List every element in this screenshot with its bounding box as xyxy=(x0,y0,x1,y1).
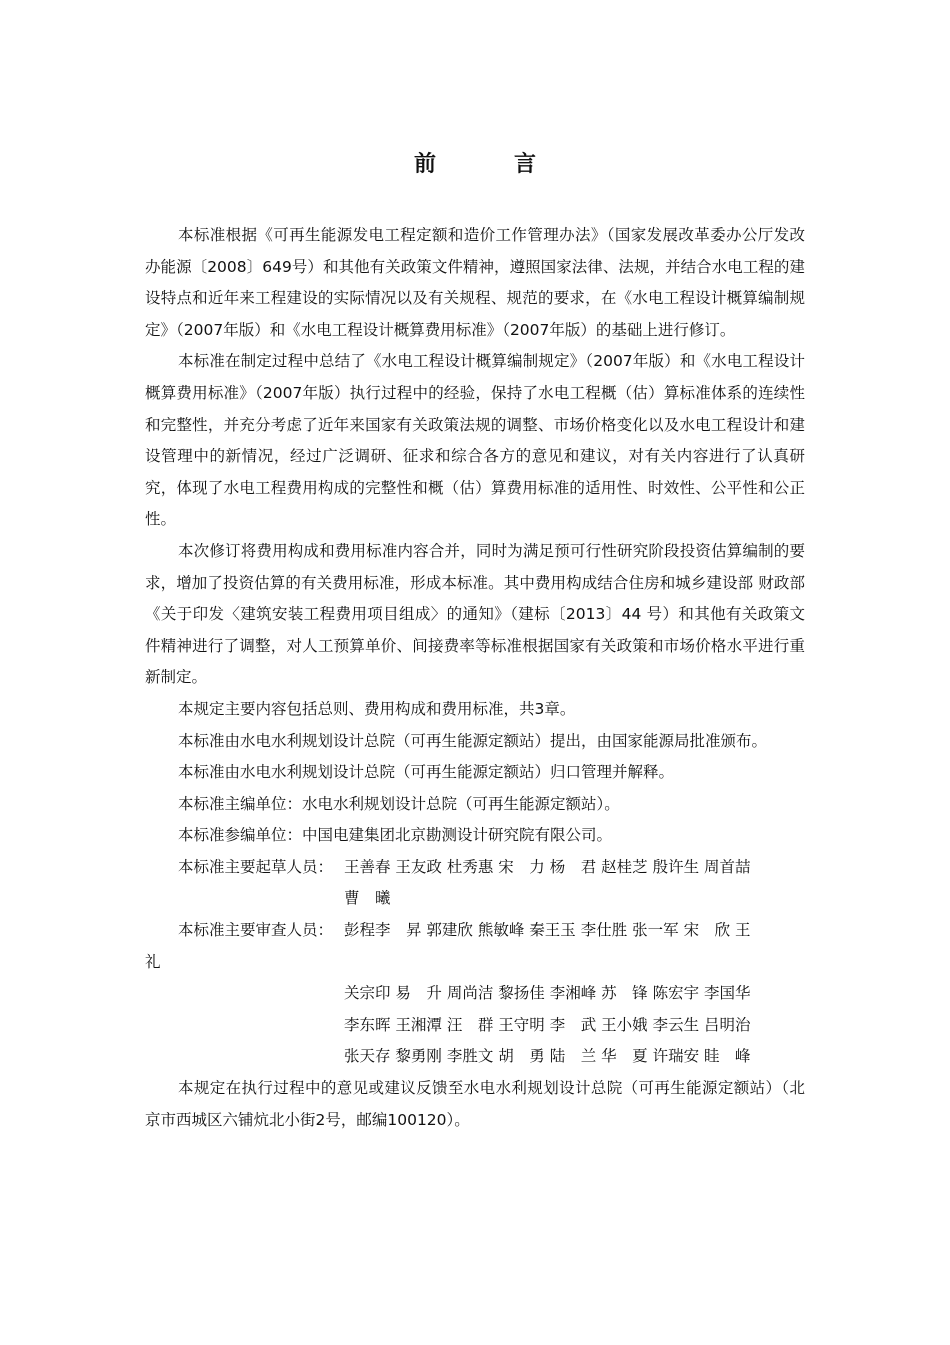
reviewers-row xyxy=(145,915,805,947)
drafters-label: 本标准主要起草人员： xyxy=(178,857,334,876)
paragraph-proposer: 本标准由水电水利规划设计总院（可再生能源定额站）提出，由国家能源局批准颁布。 xyxy=(178,731,768,750)
paragraph-revision-basis: 本标准根据《可再生能源发电工程定额和造价工作管理办法》（国家发展改革委办公厅发改办能源〔2008〕649号）和其他有关政策文件精神，遵照国家法律、法规，并结合水电工程的建设特点和近年来工程建设的实际情况以及有关规程、规范的要求，在《水电工程设计概算编制规定》（2007年版）和《水电工程设计概算费用标准》（2007年版）的基础上进行修订。 xyxy=(145,226,805,339)
paragraph-revision-scope: 本次修订将费用构成和费用标准内容合并，同时为满足预可行性研究阶段投资估算编制的要求，增加了投资估算的有关费用标准，形成本标准。其中费用构成结合住房和城乡建设部 财政部《关于印发〈建筑安装工程费用项目组成〉的通知》（建标〔2013〕44 号）和其他有关政策文件精神进行了调整，对人工预算单价、间接费率等标准根据国家有关政策和市场价格水平进行重新制定。 xyxy=(145,541,805,687)
reviewers-label: 本标准主要审查人员： xyxy=(178,921,334,940)
reviewers-line-1-wrap: 礼 xyxy=(145,952,161,971)
paragraph-management: 本标准由水电水利规划设计总院（可再生能源定额站）归口管理并解释。 xyxy=(178,763,675,782)
drafters-line-1: 王善春 王友政 杜秀惠 宋 力 杨 君 赵桂芝 殷许生 周首喆 xyxy=(344,857,751,876)
paragraph-feedback: 本规定在执行过程中的意见或建议反馈至水电水利规划设计总院（可再生能源定额站）（北京市西城区六铺炕北小街2号，邮编100120）。 xyxy=(145,1079,805,1129)
paragraph-co-editor: 本标准参编单位：中国电建集团北京勘测设计研究院有限公司。 xyxy=(178,826,613,845)
drafters-row xyxy=(145,852,805,884)
drafters-line-2: 曹 曦 xyxy=(344,889,391,908)
reviewers-line-3: 李东晖 王湘潭 汪 群 王守明 李 武 王小娥 李云生 吕明治 xyxy=(344,1015,751,1034)
reviewers-line-4: 张天存 黎勇刚 李胜文 胡 勇 陆 兰 华 夏 许瑞安 眭 峰 xyxy=(344,1047,751,1066)
preface-body xyxy=(145,220,805,1136)
paragraph-revision-process: 本标准在制定过程中总结了《水电工程设计概算编制规定》（2007年版）和《水电工程设计概算费用标准》（2007年版）执行过程中的经验，保持了水电工程概（估）算标准体系的连续性和完整性，并充分考虑了近年来国家有关政策法规的调整、市场价格变化以及水电工程设计和建设管理中的新情况，经过广泛调研、征求和综合各方的意见和建议，对有关内容进行了认真研究，体现了水电工程费用构成的完整性和概（估）算费用标准的适用性、时效性、公平性和公正性。 xyxy=(145,352,805,529)
paragraph-main-content: 本规定主要内容包括总则、费用构成和费用标准，共3章。 xyxy=(178,699,576,718)
paragraph-chief-editor: 本标准主编单位：水电水利规划设计总院（可再生能源定额站）。 xyxy=(178,794,620,813)
reviewers-line-1: 彭程李 昇 郭建欣 熊敏峰 秦王玉 李仕胜 张一军 宋 欣 王 xyxy=(344,921,751,940)
page-title: 前 言 xyxy=(413,152,564,177)
reviewers-line-2: 关宗印 易 升 周尚洁 黎扬佳 李湘峰 苏 锋 陈宏宇 李国华 xyxy=(344,984,751,1003)
